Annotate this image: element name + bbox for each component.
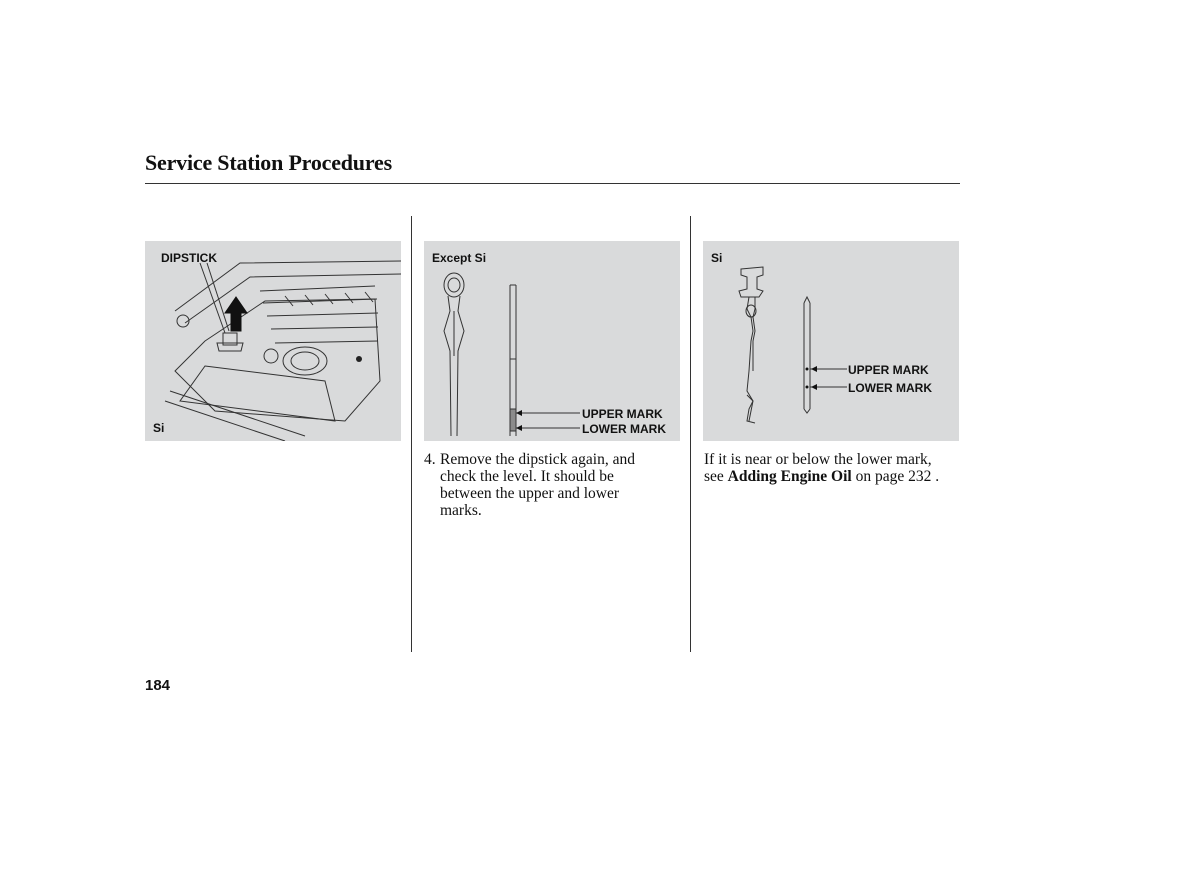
step-line: Remove the dipstick again, and: [440, 451, 635, 468]
page-number: 184: [145, 677, 171, 694]
note-line-2: see Adding Engine Oil on page 232 .: [704, 468, 940, 485]
step-line: check the level. It should be: [440, 468, 614, 485]
step-line: marks.: [440, 502, 482, 519]
lower-mark-note: [704, 451, 974, 485]
upper-mark-label: UPPER MARK: [582, 407, 663, 421]
step-line: between the upper and lower: [440, 485, 620, 502]
si-upper-mark-label: UPPER MARK: [848, 363, 929, 377]
note-line-1: If it is near or below the lower mark,: [704, 451, 932, 468]
except-si-dipstick-panel: [424, 241, 680, 441]
page-reference[interactable]: 232: [908, 468, 932, 485]
except-si-label: Except Si: [432, 251, 487, 265]
page-title: Service Station Procedures: [145, 150, 392, 175]
adding-engine-oil-link[interactable]: Adding Engine Oil: [727, 468, 852, 485]
si-dipstick-illustration: [703, 241, 959, 441]
lower-mark-label: LOWER MARK: [582, 422, 666, 436]
dipstick-label: DIPSTICK: [161, 251, 218, 265]
engine-illustration-panel: [145, 241, 401, 441]
step-4: [424, 451, 684, 521]
column-divider-2: [690, 216, 691, 652]
engine-bay-illustration: [145, 241, 401, 441]
title-rule: [145, 183, 960, 184]
column-divider-1: [411, 216, 412, 652]
step-number: 4.: [424, 451, 436, 468]
step-text: [440, 451, 680, 519]
si-top-label: Si: [711, 251, 723, 265]
si-lower-mark-label: LOWER MARK: [848, 381, 932, 395]
si-label: Si: [153, 421, 165, 435]
si-dipstick-panel: [703, 241, 959, 441]
